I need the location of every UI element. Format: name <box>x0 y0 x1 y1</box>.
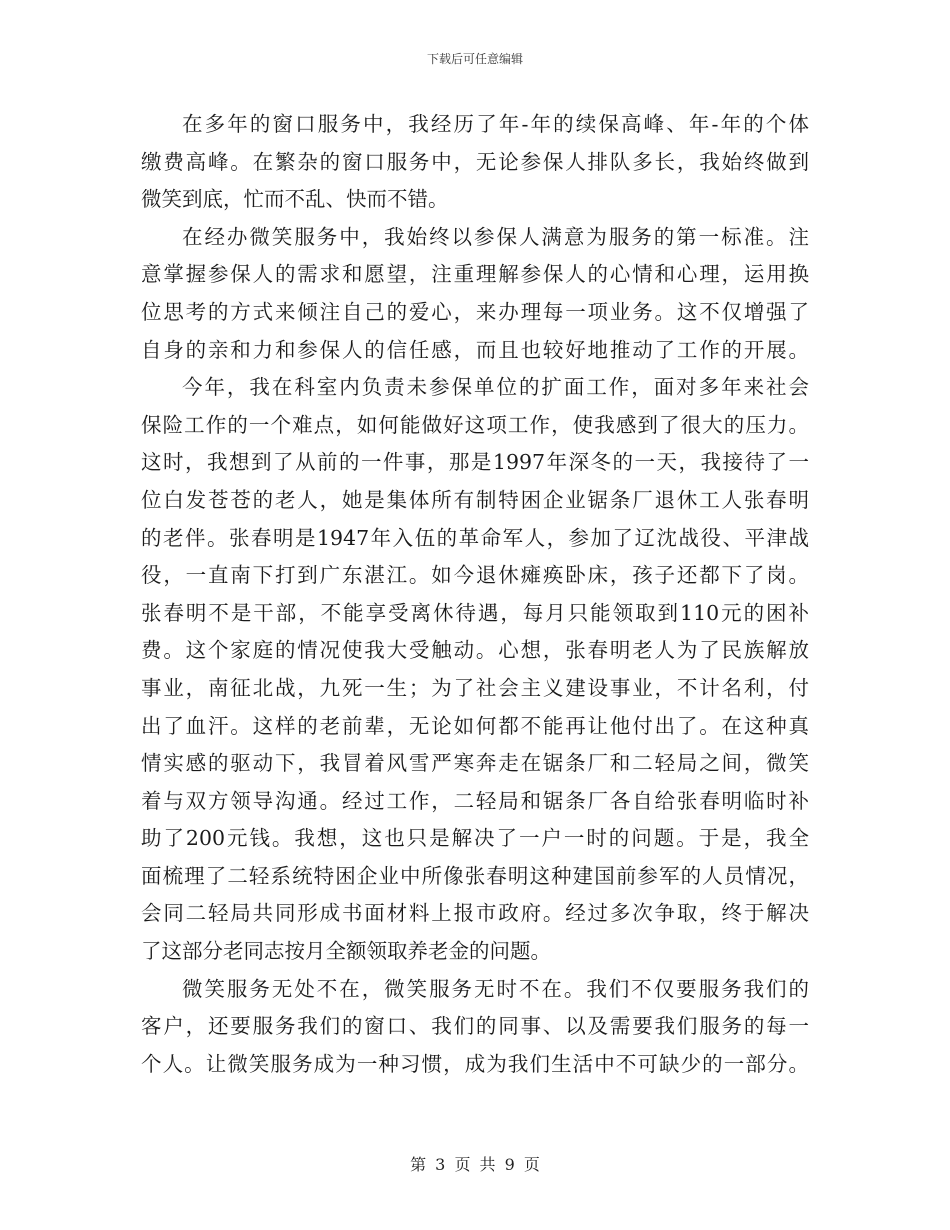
text-line: 这时，我想到了从前的一件事，那是1997年深冬的一天，我接待了一 <box>141 450 809 475</box>
text-line: 位思考的方式来倾注自己的爱心，来办理每一项业务。这不仅增强了 <box>141 299 809 324</box>
text-line: 的老伴。张春明是1947年入伍的革命军人，参加了辽沈战役、平津战 <box>141 525 809 550</box>
text-line: 保险工作的一个难点，如何能做好这项工作，使我感到了很大的压力。 <box>141 412 809 437</box>
text-line: 自身的亲和力和参保人的信任感，而且也较好地推动了工作的开展。 <box>141 337 809 362</box>
text-line: 费。这个家庭的情况使我大受触动。心想，张春明老人为了民族解放 <box>141 638 809 663</box>
paragraph <box>141 106 809 219</box>
text-line: 个人。让微笑服务成为一种习惯，成为我们生活中不可缺少的一部分。 <box>141 1051 809 1076</box>
text-line: 微笑到底，忙而不乱、快而不错。 <box>141 187 449 212</box>
text-line: 面梳理了二轻系统特困企业中所像张春明这种建国前参军的人员情况， <box>141 863 809 888</box>
text-line: 助了200元钱。我想，这也只是解决了一户一时的问题。于是，我全 <box>141 826 809 851</box>
document-body <box>141 106 809 1083</box>
text-line: 客户，还要服务我们的窗口、我们的同事、以及需要我们服务的每一 <box>141 1014 809 1039</box>
text-line: 出了血汗。这样的老前辈，无论如何都不能再让他付出了。在这种真 <box>141 713 809 738</box>
page-header: 下载后可任意编辑 <box>426 52 523 66</box>
text-line: 着与双方领导沟通。经过工作，二轻局和锯条厂各自给张春明临时补 <box>141 788 809 813</box>
page-footer: 第 3 页 共 9 页 <box>410 1155 540 1174</box>
text-line: 缴费高峰。在繁杂的窗口服务中，无论参保人排队多长，我始终做到 <box>141 149 809 174</box>
text-line: 今年，我在科室内负责未参保单位的扩面工作，面对多年来社会 <box>182 375 809 400</box>
text-line: 张春明不是干部，不能享受离休待遇，每月只能领取到110元的困补 <box>141 600 809 625</box>
text-line: 意掌握参保人的需求和愿望，注重理解参保人的心情和心理，运用换 <box>141 262 809 287</box>
text-line: 会同二轻局共同形成书面材料上报市政府。经过多次争取，终于解决 <box>141 901 809 926</box>
text-line: 位白发苍苍的老人，她是集体所有制特困企业锯条厂退休工人张春明 <box>141 487 809 512</box>
text-line: 事业，南征北战，九死一生；为了社会主义建设事业，不计名利，付 <box>141 675 809 700</box>
text-line: 微笑服务无处不在，微笑服务无时不在。我们不仅要服务我们的 <box>182 976 809 1001</box>
text-line: 了这部分老同志按月全额领取养老金的问题。 <box>141 939 551 964</box>
paragraph <box>141 369 809 971</box>
text-line: 役，一直南下打到广东湛江。如今退休瘫痪卧床，孩子还都下了岗。 <box>141 563 809 588</box>
text-line: 在经办微笑服务中，我始终以参保人满意为服务的第一标准。注 <box>182 224 809 249</box>
text-line: 情实感的驱动下，我冒着风雪严寒奔走在锯条厂和二轻局之间，微笑 <box>141 751 809 776</box>
paragraph <box>141 971 809 1084</box>
text-line: 在多年的窗口服务中，我经历了年-年的续保高峰、年-年的个体 <box>182 112 809 136</box>
paragraph <box>141 219 809 369</box>
